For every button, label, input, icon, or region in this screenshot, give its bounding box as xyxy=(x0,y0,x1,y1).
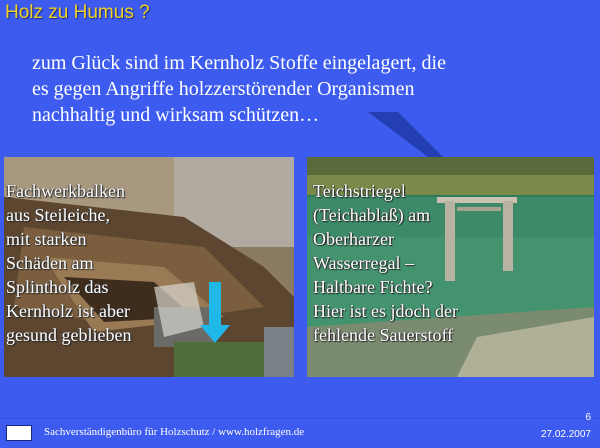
caption-line: Wasserregal – xyxy=(313,253,415,273)
caption-line: Haltbare Fichte? xyxy=(313,277,433,297)
slide-date: 27.02.2007 xyxy=(540,429,591,440)
caption-line: fehlende Sauerstoff xyxy=(313,325,454,345)
page-number: 6 xyxy=(585,412,591,423)
slide-title: Holz zu Humus ? xyxy=(5,2,150,23)
intro-line: zum Glück sind im Kernholz Stoffe eingelagert, die xyxy=(32,52,446,74)
right-photo xyxy=(307,157,594,377)
caption-line: Oberharzer xyxy=(313,229,394,249)
left-photo xyxy=(4,157,294,377)
caption-line: Splintholz das xyxy=(6,277,109,297)
caption-line: Schäden am xyxy=(6,253,94,273)
caption-line: (Teichablaß) am xyxy=(313,205,431,225)
intro-line: nachhaltig und wirksam schützen… xyxy=(32,104,320,126)
intro-line: es gegen Angriffe holzzerstörender Organismen xyxy=(32,78,415,100)
caption-line: Hier ist es jdoch der xyxy=(313,301,458,321)
caption-line: gesund geblieben xyxy=(6,325,132,345)
caption-line: Teichstriegel xyxy=(313,181,406,201)
logo-icon xyxy=(6,425,32,441)
caption-line: Fachwerkbalken xyxy=(6,181,125,201)
caption-line: Kernholz ist aber xyxy=(6,301,130,321)
caption-line: aus Steileiche, xyxy=(6,205,110,225)
footer-credit: Sachverständigenbüro für Holzschutz / www.holzfragen.de xyxy=(44,426,305,438)
left-caption xyxy=(6,179,196,347)
right-caption xyxy=(313,179,583,347)
caption-line: mit starken xyxy=(6,229,87,249)
